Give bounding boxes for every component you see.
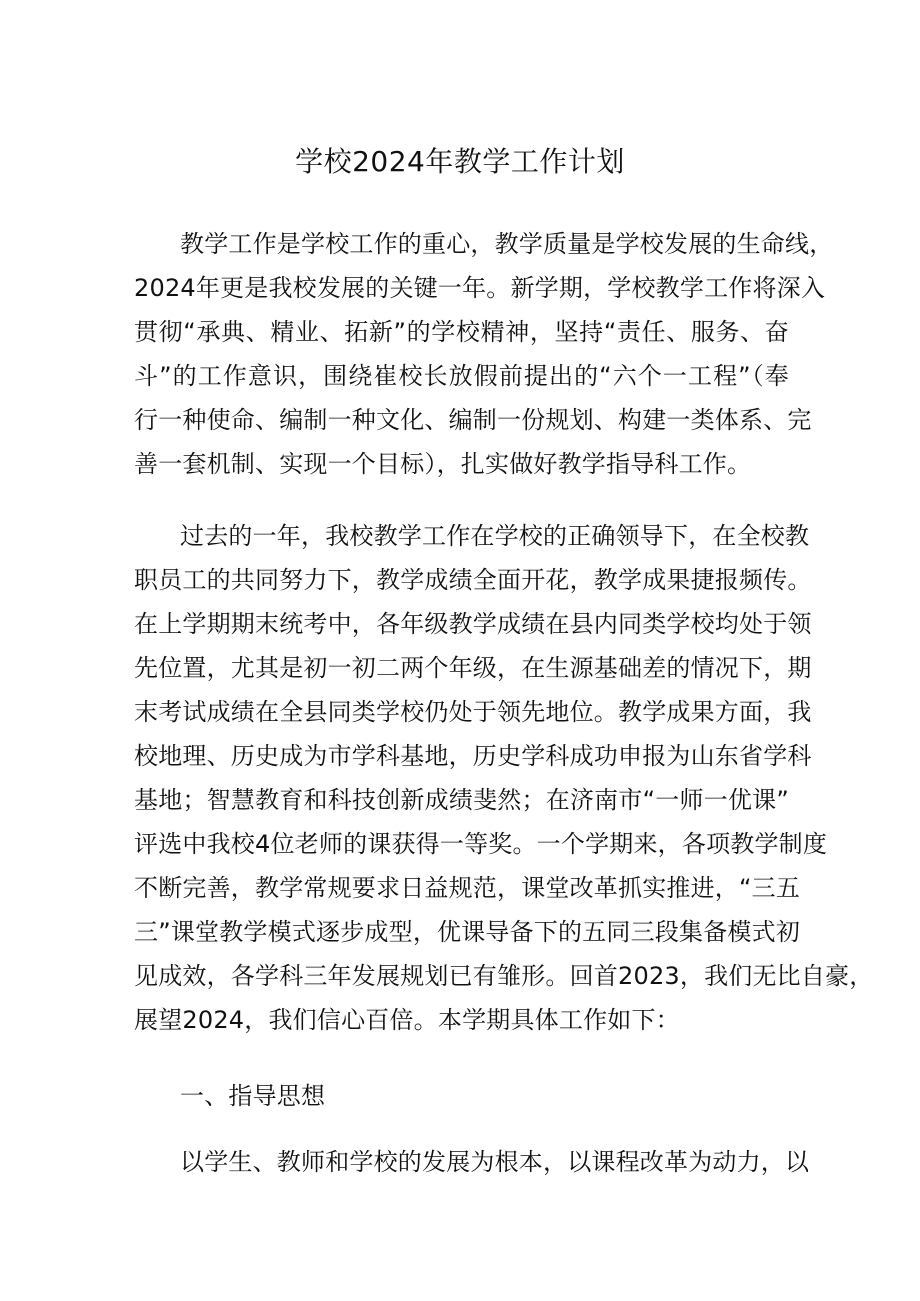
paragraph-2-line-9: 不断完善，教学常规要求日益规范，课堂改革抓实推进，“三五 [134, 874, 801, 902]
paragraph-2-line-10: 三”课堂教学模式逐步成型，优课导备下的五同三段集备模式初 [134, 918, 801, 946]
paragraph-2-line-6: 校地理、历史成为市学科基地，历史学科成功申报为山东省学科 [134, 742, 812, 770]
paragraph-2-line-2: 职员工的共同努力下，教学成绩全面开花，教学成果捷报频传。 [134, 566, 812, 594]
paragraph-1-line-2: 2024年更是我校发展的关键一年。新学期，学校教学工作将深入 [134, 274, 826, 302]
paragraph-2-line-12: 展望2024，我们信心百倍。本学期具体工作如下： [134, 1006, 680, 1034]
paragraph-2-line-11: 见成效，各学科三年发展规划已有雏形。回首2023，我们无比自豪， [134, 962, 874, 990]
paragraph-2-line-1: 过去的一年，我校教学工作在学校的正确领导下，在全校教 [180, 522, 810, 550]
section-1-heading: 一、指导思想 [180, 1082, 326, 1110]
paragraph-2-line-4: 先位置，尤其是初一初二两个年级，在生源基础差的情况下，期 [134, 654, 812, 682]
paragraph-1-line-3: 贯彻“承典、精业、拓新”的学校精神，坚持“责任、服务、奋 [134, 318, 789, 346]
paragraph-1-line-6: 善一套机制、实现一个目标），扎实做好教学指导科工作。 [134, 450, 752, 478]
paragraph-2-line-8: 评选中我校4位老师的课获得一等奖。一个学期来，各项教学制度 [134, 830, 828, 858]
document-title: 学校2024年教学工作计划 [295, 145, 625, 178]
paragraph-2-line-7: 基地；智慧教育和科技创新成绩斐然；在济南市“一师一优课” [134, 786, 789, 814]
paragraph-3-line-1: 以学生、教师和学校的发展为根本，以课程改革为动力，以 [180, 1148, 810, 1176]
paragraph-2-line-3: 在上学期期末统考中，各年级教学成绩在县内同类学校均处于领 [134, 610, 812, 638]
paragraph-1-line-5: 行一种使命、编制一种文化、编制一份规划、构建一类体系、完 [134, 406, 812, 434]
paragraph-1-line-1: 教学工作是学校工作的重心，教学质量是学校发展的生命线， [180, 230, 834, 258]
paragraph-2-line-5: 末考试成绩在全县同类学校仍处于领先地位。教学成果方面，我 [134, 698, 812, 726]
paragraph-1-line-4: 斗”的工作意识，围绕崔校长放假前提出的“六个一工程”（奉 [134, 362, 789, 390]
